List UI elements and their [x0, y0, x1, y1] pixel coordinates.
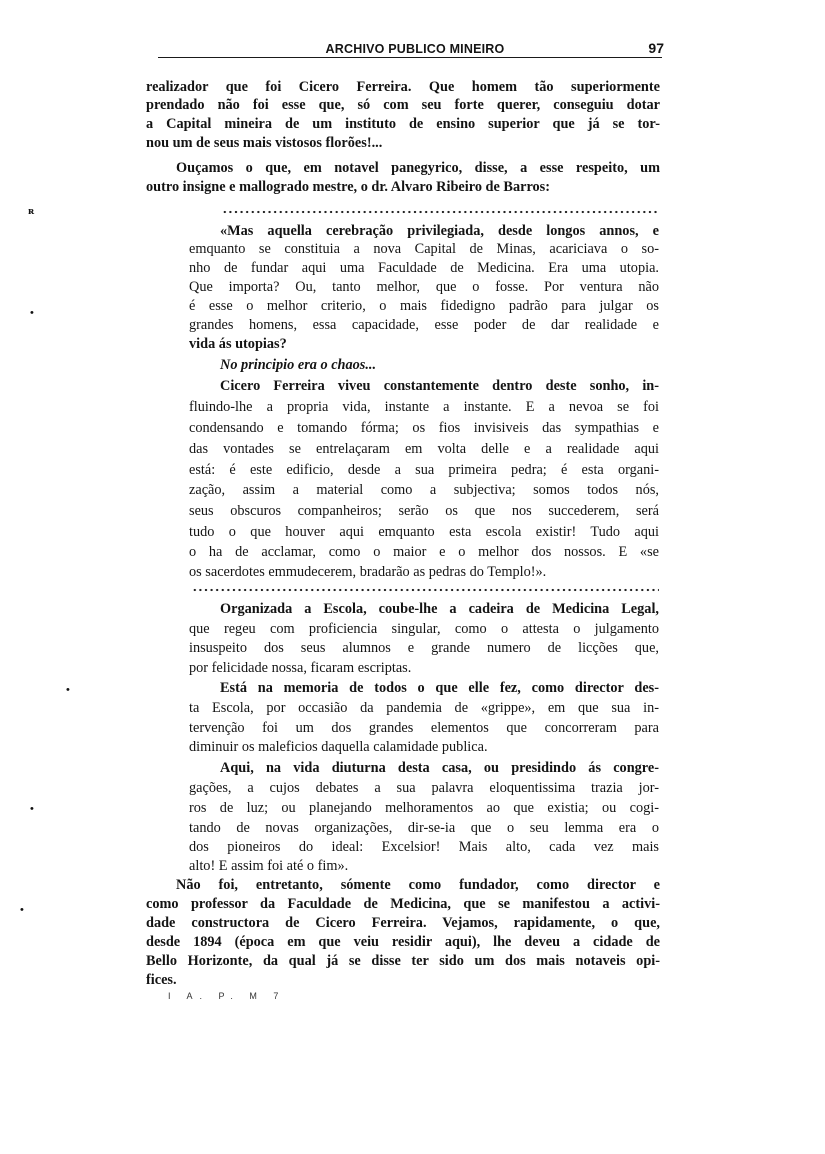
- quote-line: «Mas aquella cerebração privilegiada, desde longos annos, e: [220, 223, 659, 239]
- quote-line: nho de fundar aqui uma Faculdade de Medicina. Era uma utopia.: [189, 260, 659, 276]
- quote-line: insuspeito dos seus alumnos e grande numero de licções que,: [189, 640, 659, 656]
- margin-mark: •: [30, 307, 34, 319]
- text-line: a Capital mineira de um instituto de ensino superior que já se tor-: [146, 116, 660, 132]
- quote-line: tando de novas organizações, dir-se-ia que o seu lemma era o: [189, 820, 659, 836]
- text-line: como professor da Faculdade de Medicina, que se manifestou a activi-: [146, 896, 660, 912]
- quote-line: Organizada a Escola, coube-lhe a cadeira de Medicina Legal,: [220, 601, 659, 617]
- margin-mark: ʀ: [28, 205, 35, 217]
- printer-signature: I A. P. M 7: [168, 991, 286, 1001]
- text-line: realizador que foi Cicero Ferreira. Que homem tão superiormente: [146, 79, 660, 95]
- quote-line: gações, a cujos debates a sua palavra eloquentissima trazia jor-: [189, 780, 659, 796]
- quote-line: alto! E assim foi até o fim».: [189, 858, 349, 874]
- quote-line: é esse o melhor criterio, o mais fidedigno padrão para julgar os: [189, 298, 659, 314]
- text-line: nou um de seus mais vistosos florões!...: [146, 135, 383, 151]
- text-line: outro insigne e mallogrado mestre, o dr. Alvaro Ribeiro de Barros:: [146, 179, 551, 195]
- quote-line: grandes homens, essa capacidade, esse poder de dar realidade e: [189, 317, 659, 333]
- quote-line: ros de luz; ou planejando melhoramentos ao que existia; ou cogi-: [189, 800, 659, 816]
- text-line: Não foi, entretanto, sómente como fundador, como director e: [176, 877, 660, 893]
- quote-line: os sacerdotes emmudecerem, bradarão as pedras do Templo!».: [189, 564, 547, 580]
- margin-mark: •: [30, 803, 34, 815]
- quote-line: tervenção foi um dos grandes elementos que concorreram para: [189, 720, 659, 736]
- quote-line: está: é este edificio, desde a sua primeira pedra; é esta organi-: [189, 462, 659, 478]
- quote-line: das vontades se entrelaçaram em volta delle e a realidade aqui: [189, 441, 659, 457]
- quote-line: Cicero Ferreira viveu constantemente dentro deste sonho, in-: [220, 378, 659, 394]
- dotted-separator: [222, 210, 659, 214]
- header-rule: [158, 57, 662, 58]
- margin-mark: •: [66, 684, 70, 696]
- text-line: fices.: [146, 972, 177, 988]
- text-line: prendado não foi esse que, só com seu forte querer, conseguiu dotar: [146, 97, 660, 113]
- quote-line: seus obscuros companheiros; serão os que nos succederem, será: [189, 503, 659, 519]
- quote-italic-line: No principio era o chaos...: [220, 357, 377, 373]
- dotted-separator: [192, 588, 659, 592]
- quote-line: diminuir os maleficios daquella calamidade publica.: [189, 739, 488, 755]
- quote-line: vida ás utopias?: [189, 336, 287, 352]
- quote-line: condensando e tomando fórma; os fios invisiveis das sympathias e: [189, 420, 659, 436]
- page-number: 97: [648, 40, 664, 56]
- quote-line: Que importa? Ou, tanto melhor, que o fosse. Por ventura não: [189, 279, 659, 295]
- quote-line: o ha de acclamar, como o maior e o melhor dos nossos. E «se: [189, 544, 659, 560]
- text-line: Ouçamos o que, em notavel panegyrico, disse, a esse respeito, um: [176, 160, 660, 176]
- running-title: ARCHIVO PUBLICO MINEIRO: [325, 42, 505, 56]
- quote-line: dos pioneiros do ideal: Excelsior! Mais alto, cada vez mais: [189, 839, 659, 855]
- quote-line: emquanto se constituia a nova Capital de Minas, acariciava o so-: [189, 241, 659, 257]
- text-line: desde 1894 (época em que veiu residir aqui), lhe deveu a cidade de: [146, 934, 660, 950]
- text-line: Bello Horizonte, da qual já se disse ter sido um dos mais notaveis opi-: [146, 953, 660, 969]
- quote-line: fluindo-lhe a propria vida, instante a instante. E a nevoa se foi: [189, 399, 659, 415]
- quote-line: tudo o que houver aqui emquanto esta escola existir! Tudo aqui: [189, 524, 659, 540]
- quote-line: que regeu com proficiencia singular, como o attesta o julgamento: [189, 621, 659, 637]
- quote-line: zação, assim a material como a subjectiva; somos todos nós,: [189, 482, 659, 498]
- margin-mark: •: [20, 904, 24, 916]
- quote-line: Aqui, na vida diuturna desta casa, ou presidindo ás congre-: [220, 760, 659, 776]
- quote-line: Está na memoria de todos o que elle fez, como director des-: [220, 680, 659, 696]
- quote-line: por felicidade nossa, ficaram escriptas.: [189, 660, 412, 676]
- quote-line: ta Escola, por occasião da pandemia de «grippe», em que sua in-: [189, 700, 659, 716]
- text-line: dade constructora de Cicero Ferreira. Vejamos, rapidamente, o que,: [146, 915, 660, 931]
